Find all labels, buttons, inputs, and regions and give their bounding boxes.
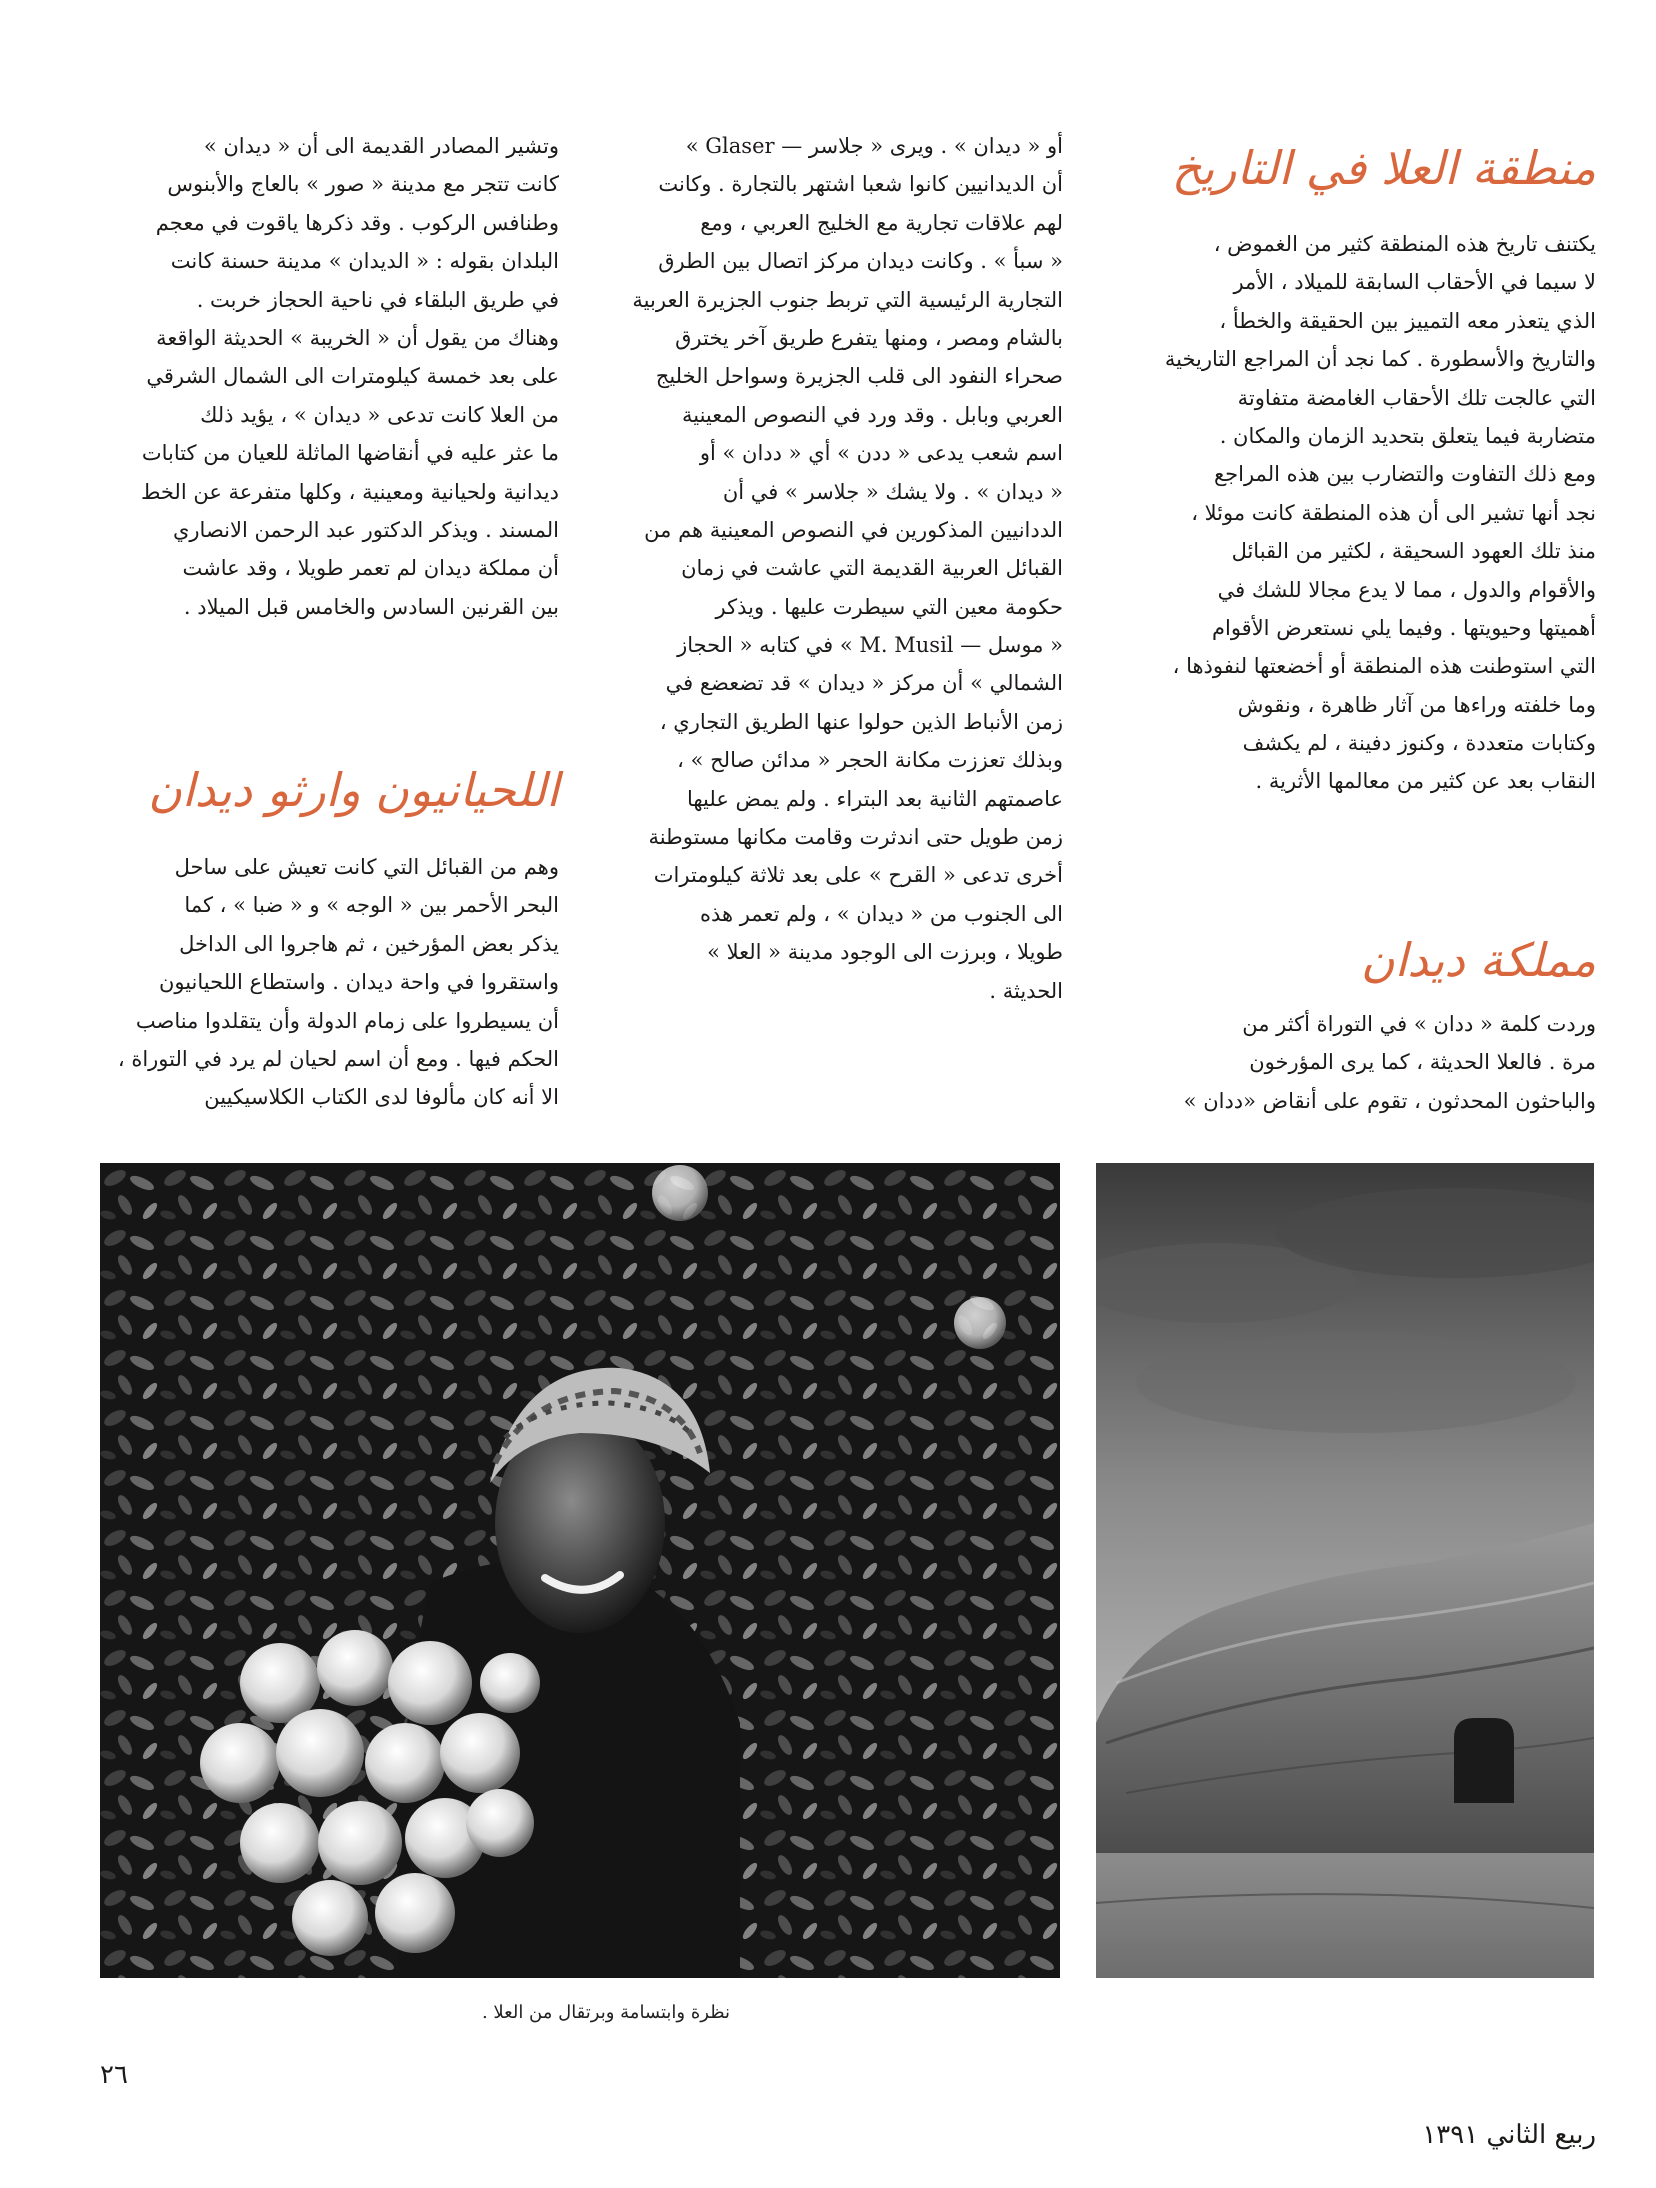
photo-rock-tomb xyxy=(1096,1163,1594,1978)
text-line: يذكر بعض المؤرخين ، ثم هاجروا الى الداخل xyxy=(179,931,559,956)
text-line: كانت تتجر مع مدينة « صور » بالعاج والأبنوس xyxy=(167,172,559,197)
text-line: حكومة معين التي سيطرت عليها . ويذكر xyxy=(715,594,1063,619)
text-line: يكتنف تاريخ هذه المنطقة كثير من الغموض ، xyxy=(1213,232,1596,256)
text-line: منذ تلك العهود السحيقة ، لكثير من القبائل xyxy=(1231,539,1596,564)
text-line: القبائل العربية القديمة التي عاشت في زمان xyxy=(681,556,1063,581)
rock-tomb-image xyxy=(1096,1163,1594,1978)
text-line: الحديثة . xyxy=(989,978,1063,1003)
heading-history: منطقة العلا في التاريخ xyxy=(1171,141,1596,195)
text-line: على بعد خمسة كيلومترات الى الشمال الشرقي xyxy=(146,364,559,389)
text-line: الى الجنوب من « ديدان » ، ولم تعمر هذه xyxy=(699,901,1063,926)
text-line: عاصمتهم الثانية بعد البتراء . ولم يمض عليها xyxy=(686,786,1063,811)
text-line: وهناك من يقول أن « الخريبة » الحديثة الواقعة xyxy=(156,325,559,350)
tomb-door xyxy=(1454,1718,1514,1803)
text-line: التجارية الرئيسية التي تربط جنوب الجزيرة العربية xyxy=(632,287,1063,312)
text-line: « موسل — M. Musil » في كتابه « الحجاز xyxy=(677,633,1063,658)
text-line: اسم شعب يدعى « ددن » أي « ددان » أو xyxy=(699,441,1063,466)
text-line: وما خلفته وراءها من آثار ظاهرة ، ونقوش xyxy=(1237,692,1596,717)
text-line: أن الديدانيين كانوا شعبا اشتهر بالتجارة . وكانت xyxy=(658,172,1063,197)
text-line: صحراء النفود الى قلب الجزيرة وسواحل الخليج xyxy=(655,364,1063,389)
text-line: « سبأ » . وكانت ديدان مركز اتصال بين الطرق xyxy=(658,249,1063,274)
text-line: لا سيما في الأحقاب السابقة للميلاد ، الأمر xyxy=(1233,270,1596,295)
right-column-history xyxy=(1118,225,1596,801)
text-line: ديدانية ولحيانية ومعينية ، وكلها متفرعة عن الخط xyxy=(140,479,559,504)
text-line: نجد أنها تشير الى أن هذه المنطقة كانت موئلا ، xyxy=(1191,500,1596,525)
text-line: العربي وبابل . وقد ورد في النصوص المعينية xyxy=(681,402,1063,427)
text-line: البحر الأحمر بين « الوجه » و « ضبا » ، كما xyxy=(184,893,559,918)
text-line: الددانيين المذكورين في النصوص المعينية هم من xyxy=(644,517,1063,542)
text-line: واستقروا في واحة ديدان . واستطاع اللحيانيون xyxy=(158,970,559,995)
text-line: أن مملكة ديدان لم تعمر طويلا ، وقد عاشت xyxy=(182,556,559,581)
photo-man-with-oranges xyxy=(100,1163,1060,1978)
text-line: أن يسيطروا على زمام الدولة وأن يتقلدوا مناصب xyxy=(135,1008,559,1033)
text-line: المسند . ويذكر الدكتور عبد الرحمن الانصاري xyxy=(172,517,559,542)
text-line: وطنافس الركوب . وقد ذكرها ياقوت في معجم xyxy=(155,210,559,235)
text-line: الا أنه كان مألوفا لدى الكتاب الكلاسيكيين xyxy=(204,1085,559,1110)
text-line: متضاربة فيما يتعلق بتحديد الزمان والمكان . xyxy=(1219,423,1596,448)
text-line: وبذلك تعززت مكانة الحجر « مدائن صالح » ، xyxy=(677,748,1063,773)
text-line: ما عثر عليه في أنقاضها الماثلة للعيان من كتابات xyxy=(141,441,559,466)
text-line: النقاب بعد عن كثير من معالمها الأثرية . xyxy=(1255,769,1596,794)
text-line: وتشير المصادر القديمة الى أن « ديدان » xyxy=(203,134,559,158)
text-line: زمن الأنباط الذين حولوا عنها الطريق التجاري ، xyxy=(659,709,1063,734)
middle-column xyxy=(589,127,1063,1010)
text-line: مرة . فالعلا الحديثة ، كما يرى المؤرخون xyxy=(1249,1050,1596,1075)
heading-lihyanites: اللحيانيون وارثو ديدان xyxy=(148,763,559,817)
text-line: وردت كلمة « ددان » في التوراة أكثر من xyxy=(1242,1012,1596,1036)
heading-dedan-kingdom: مملكة ديدان xyxy=(1360,933,1596,987)
text-line: الذي يتعذر معه التمييز بين الحقيقة والخطأ ، xyxy=(1219,308,1596,333)
text-line: وكتابات متعددة ، وكنوز دفينة ، لم يكشف xyxy=(1242,731,1596,756)
text-line: الشمالي » أن مركز « ديدان » قد تضعضع في xyxy=(665,671,1063,696)
issue-date: ربيع الثاني ١٣٩١ xyxy=(1422,2120,1596,2150)
text-line: ومع ذلك التفاوت والتضارب بين هذه المراجع xyxy=(1213,462,1596,487)
text-line: التي عالجت تلك الأحقاب الغامضة متفاوتة xyxy=(1237,385,1596,410)
text-line: البلدان بقوله : « الديدان » مدينة حسنة كانت xyxy=(170,249,559,274)
text-line: أو « ديدان » . ويرى « جلاسر — Glaser » xyxy=(685,134,1063,158)
text-line: الحكم فيها . ومع أن اسم لحيان لم يرد في التوراة ، xyxy=(117,1046,559,1071)
page-number: ٢٦ xyxy=(100,2060,128,2090)
left-column-lihyan xyxy=(93,848,559,1117)
text-line: أخرى تدعى « القرح » على بعد ثلاثة كيلومترات xyxy=(653,863,1063,888)
text-line: لهم علاقات تجارية مع الخليج العربي ، ومع xyxy=(700,210,1063,235)
text-line: وهم من القبائل التي كانت تعيش على ساحل xyxy=(174,855,559,879)
text-line: طويلا ، وبرزت الى الوجود مدينة « العلا » xyxy=(707,940,1063,965)
right-column-dedan xyxy=(1118,1005,1596,1120)
text-line: من العلا كانت تدعى « ديدان » ، يؤيد ذلك xyxy=(200,402,559,427)
text-line: في طريق البلقاء في ناحية الحجاز خربت . xyxy=(196,287,559,312)
text-line: والتاريخ والأسطورة . كما نجد أن المراجع التاريخية xyxy=(1164,347,1596,372)
text-line: بين القرنين السادس والخامس قبل الميلاد . xyxy=(183,594,559,619)
text-line: زمن طويل حتى اندثرت وقامت مكانها مستوطنة xyxy=(648,825,1063,850)
text-line: « ديدان » . ولا يشك « جلاسر » في أن xyxy=(722,479,1063,504)
left-column xyxy=(93,127,559,626)
text-line: والباحثون المحدثون ، تقوم على أنقاض «ددان » xyxy=(1183,1088,1596,1113)
photo-caption: نظرة وابتسامة وبرتقال من العلا . xyxy=(481,2002,730,2023)
text-line: والأقوام والدول ، مما لا يدع مجالا للشك في xyxy=(1217,577,1596,602)
text-line: التي استوطنت هذه المنطقة أو أخضعتها لنفوذها ، xyxy=(1172,654,1596,679)
text-line: بالشام ومصر ، ومنها يتفرع طريق آخر يخترق xyxy=(675,325,1063,350)
text-line: أهميتها وحيويتها . وفيما يلي نستعرض الأقوام xyxy=(1211,615,1596,640)
orange-grove-image xyxy=(100,1163,1060,1978)
